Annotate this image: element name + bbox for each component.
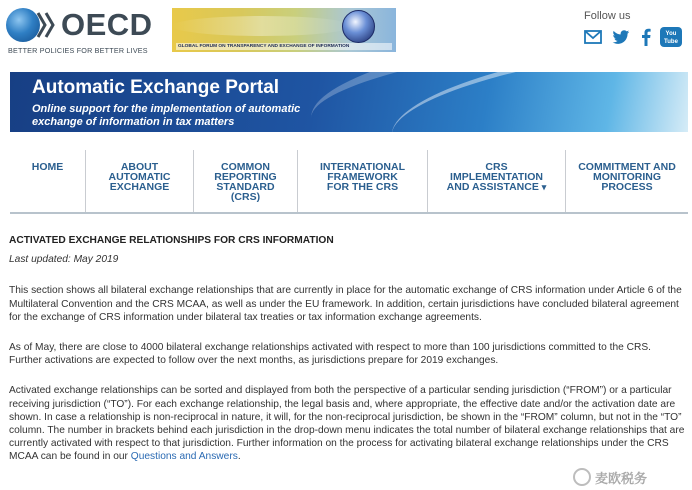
oecd-chevrons-icon	[36, 9, 60, 41]
oecd-globe-icon	[6, 8, 40, 42]
portal-banner	[10, 72, 688, 132]
main-nav	[10, 150, 688, 212]
nav-item-commitment-monitoring[interactable]: COMMITMENT AND MONITORING PROCESS	[578, 161, 676, 193]
oecd-logo[interactable]	[6, 6, 166, 56]
nav-item-international-framework[interactable]: INTERNATIONAL FRAMEWORK FOR THE CRS	[298, 150, 428, 212]
chevron-down-icon: ▾	[541, 182, 547, 192]
paragraph-explanation: Activated exchange relationships can be sorted and displayed from both the perspective of a particular sending jurisdiction (“FROM”) or a particular receiving jurisdiction (“TO”). For each exchange relationship, the legal basis and, where appropriate, the effective date and/or the activation date are shown. In case a relationship is non-reciprocal in nature, it will, for the non-reciprocal jurisdiction, be shown in the “FROM” column, but not in the “TO” column. The number in brackets behind each jurisdiction in the drop-down menu indicates the total number of bilateral exchange relationships that are currently activated with respect to that jurisdiction. Further information on the process for activating bilateral exchange relationships under the CRS MCAA can be found in our Questions and Answers.	[9, 385, 685, 463]
twitter-icon[interactable]	[612, 27, 630, 47]
wechat-icon	[573, 468, 591, 486]
nav-item-about-automatic-exchange[interactable]: ABOUT AUTOMATIC EXCHANGE	[86, 150, 194, 212]
nav-divider	[10, 212, 688, 214]
last-updated: Last updated: May 2019	[9, 254, 119, 266]
page-subtitle: Online support for the implementation of automatic exchange of information in tax matters	[32, 103, 301, 128]
envelope-icon[interactable]	[584, 27, 602, 47]
oecd-tagline: BETTER POLICIES FOR BETTER LIVES	[8, 46, 148, 55]
section-heading: ACTIVATED EXCHANGE RELATIONSHIPS FOR CRS INFORMATION	[9, 235, 334, 246]
paragraph-intro: This section shows all bilateral exchange relationships that are currently in place for the automatic exchange of CRS information under Article 6 of the Multilateral Convention and the CRS MCAA, as well as under the EU framework. In addition, certain jurisdictions have concluded bilateral agreement for the exchange of CRS information under bilateral tax treaties or tax information exchange agreements.	[9, 285, 682, 323]
nav-item-home[interactable]: HOME	[10, 150, 86, 212]
nav-item-crs-implementation[interactable]: CRS IMPLEMENTATION AND ASSISTANCE ▾	[428, 150, 566, 212]
global-forum-globe-icon	[342, 10, 375, 43]
follow-us	[584, 10, 688, 50]
oecd-wordmark: OECD	[61, 7, 153, 42]
site-header	[0, 0, 692, 68]
global-forum-banner[interactable]	[172, 8, 396, 52]
youtube-icon[interactable]: You Tube	[660, 27, 682, 47]
global-forum-text: GLOBAL FORUM ON TRANSPARENCY AND EXCHANGE OF INFORMATION	[176, 43, 392, 50]
page-title: Automatic Exchange Portal	[32, 77, 280, 98]
main-content	[9, 234, 685, 464]
nav-item-common-reporting-standard[interactable]: COMMON REPORTING STANDARD (CRS)	[194, 150, 298, 212]
paragraph-status: As of May, there are close to 4000 bilateral exchange relationships activated with respect to more than 100 jurisdictions committed to the CRS. Further activations are expected to follow over the next months, as jurisdictions prepare for 2019 exchanges.	[9, 342, 651, 367]
watermark: 麦欧税务	[573, 466, 689, 488]
facebook-icon[interactable]	[640, 27, 652, 47]
follow-label: Follow us	[584, 10, 631, 22]
questions-and-answers-link[interactable]: Questions and Answers	[130, 451, 238, 463]
